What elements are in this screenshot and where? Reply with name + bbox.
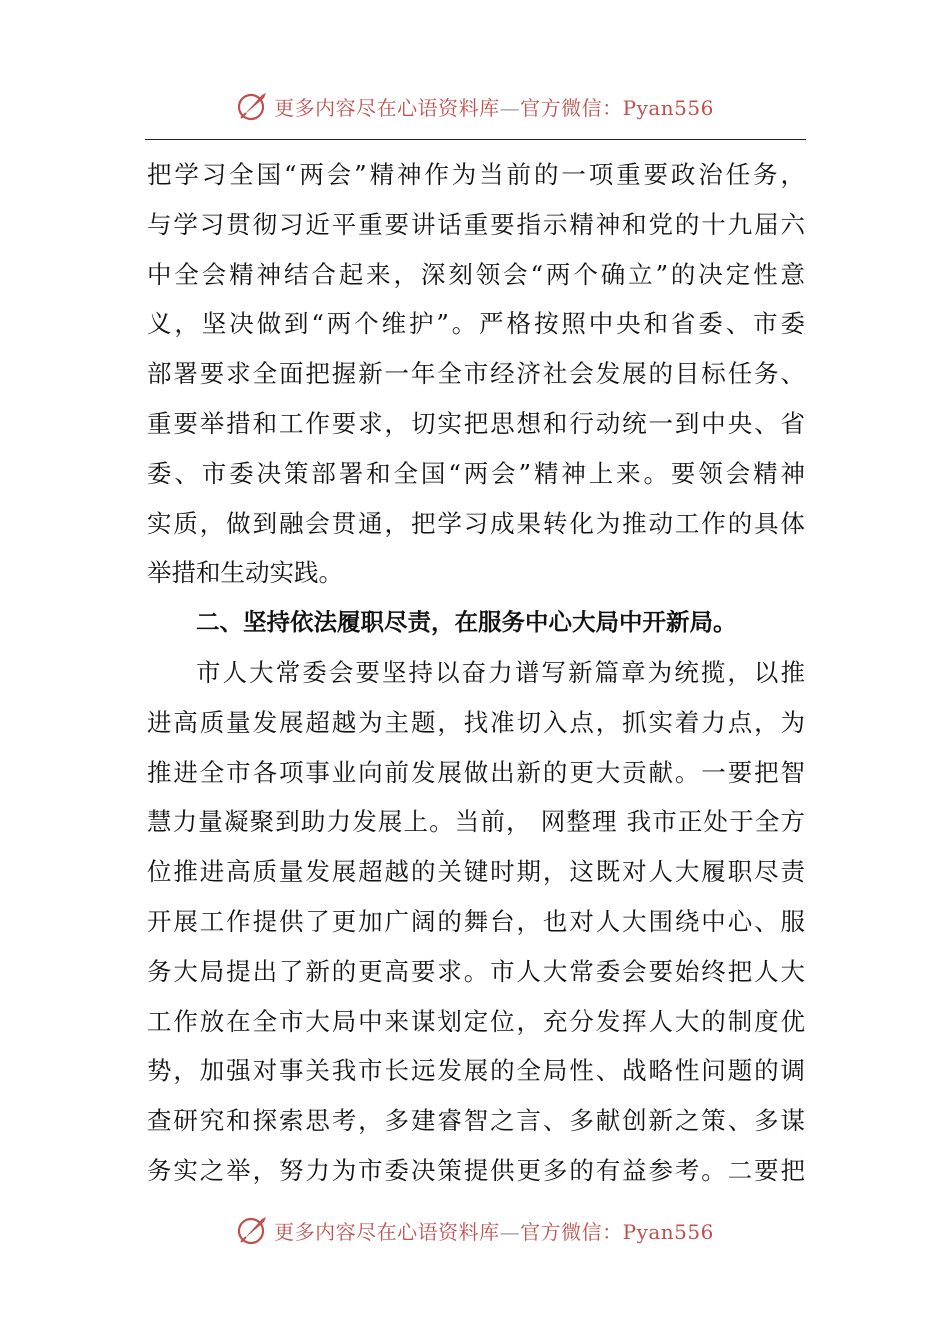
header-divider [145, 139, 806, 140]
text-line: 与学习贯彻习近平重要讲话重要指示精神和党的十九届六 [147, 209, 805, 239]
text-line: 推进全市各项事业向前发展做出新的更大贡献。一要把智 [147, 757, 805, 787]
header-banner [0, 84, 950, 128]
text-line: 务实之举，努力为市委决策提供更多的有益参考。二要把 [147, 1155, 805, 1185]
banner-wechat-label: 官方微信： [520, 1219, 623, 1244]
text-line: 慧力量凝聚到助力发展上。当前， 网整理 我市正处于全方 [147, 807, 805, 837]
text-line: 把学习全国“两会”精神作为当前的一项重要政治任务， [147, 160, 805, 189]
banner-text [274, 92, 714, 121]
text-line: 中全会精神结合起来，深刻领会“两个确立”的决定性意 [147, 259, 805, 289]
text-line: 查研究和探索思考，多建睿智之言、多献创新之策、多谋 [147, 1106, 805, 1136]
text-line: 义，坚决做到“两个维护”。严格按照中央和省委、市委 [147, 309, 805, 339]
banner-dash: — [499, 95, 521, 120]
document-body [147, 150, 805, 1196]
text-line: 工作放在全市大局中来谋划定位，充分发挥人大的制度优 [147, 1006, 805, 1036]
banner-text [274, 1216, 714, 1245]
banner-library-name: 更多内容尽在心语资料库 [274, 1219, 500, 1244]
text-line: 实质，做到融会贯通，把学习成果转化为推动工作的具体 [147, 508, 805, 538]
banner-library-name: 更多内容尽在心语资料库 [274, 95, 500, 120]
text-line: 位推进高质量发展超越的关键时期，这既对人大履职尽责 [147, 857, 805, 887]
text-line: 市人大常委会要坚持以奋力谱写新篇章为统揽，以推 [196, 657, 805, 687]
banner-dash: — [499, 1219, 521, 1244]
quill-logo-icon [236, 1213, 270, 1247]
footer-banner [0, 1208, 950, 1252]
banner-wechat-id: Pyan556 [622, 1219, 714, 1244]
banner-wechat-id: Pyan556 [622, 95, 714, 120]
text-line: 举措和生动实践。 [147, 558, 343, 588]
banner-wechat-label: 官方微信： [520, 95, 623, 120]
text-line: 务大局提出了新的更高要求。市人大常委会要始终把人大 [147, 956, 805, 986]
text-line: 开展工作提供了更加广阔的舞台，也对人大围绕中心、服 [147, 906, 805, 936]
text-line: 部署要求全面把握新一年全市经济社会发展的目标任务、 [147, 359, 805, 389]
text-line: 势，加强对事关我市长远发展的全局性、战略性问题的调 [147, 1056, 805, 1086]
text-line: 进高质量发展超越为主题，找准切入点，抓实着力点，为 [147, 707, 805, 737]
text-line: 重要举措和工作要求，切实把思想和行动统一到中央、省 [147, 408, 805, 438]
section-heading: 二、坚持依法履职尽责，在服务中心大局中开新局。 [196, 608, 737, 637]
text-line: 委、市委决策部署和全国“两会”精神上来。要领会精神 [147, 458, 805, 488]
quill-logo-icon [236, 89, 270, 123]
